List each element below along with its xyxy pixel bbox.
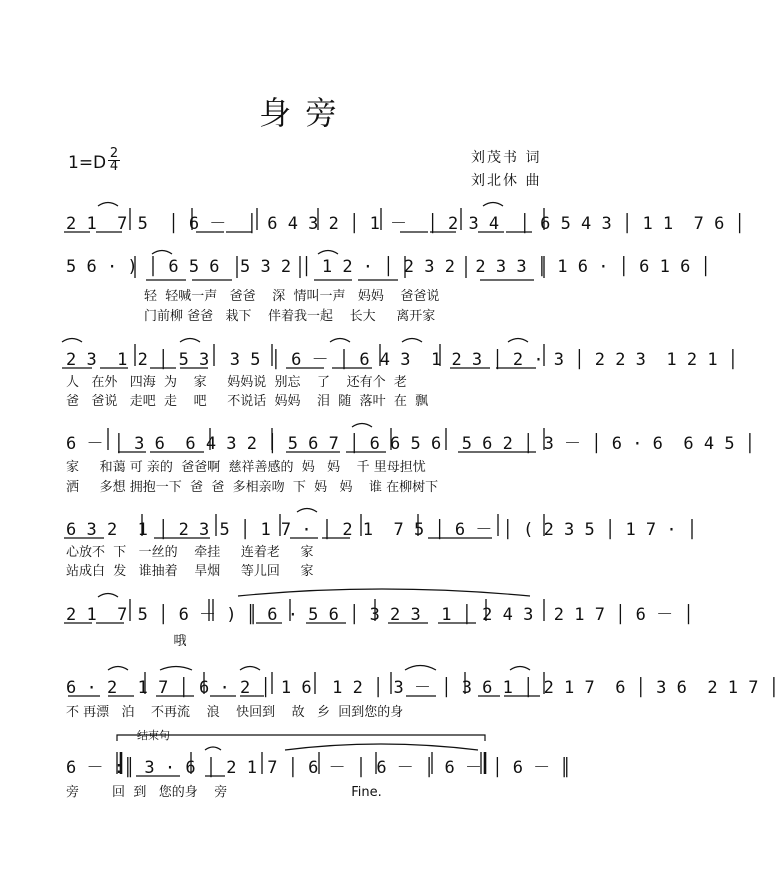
score-row-5: 6 3 2 1 │ 2 3 5 │ 1 7 · │ 2 1 7 5 │ 6 － │ ( 2 3 5 │ 1 7 · │	[66, 520, 698, 540]
song-title: 身旁	[258, 94, 351, 132]
composer-credit: 刘北休 曲	[471, 173, 542, 189]
score-row-3: 2 3 1 2 │ 5 3 3 5 │ 6 － │ 6 4 3 1 2 3 │ 2 · 3 │ 2 2 3 1 2 1 │	[66, 350, 739, 370]
lyric-row-2-verse-2: 门前柳 爸爸 栽下 伴着我一起 长大 离开家	[144, 309, 436, 324]
score-row-2: 5 6 · ) │ 6 5 6 5 3 2 │ 1 2 · │ 2 3 2 2 3 3 │ 1 6 · │ 6 1 6 │	[66, 257, 711, 277]
score-row-8: 6 － :║ 3 · 6 │ 2 1 7 │ 6 － │ 6 － │ 6 － │ 6 － ║	[66, 758, 571, 778]
lyric-row-5-verse-1: 心放不 下 一丝的 牵挂 连着老 家	[66, 545, 314, 560]
lyric-row-7: 不 再漂 泊 不再流 浪 快回到 故 乡 回到您的身	[66, 705, 404, 720]
score-row-6: 2 1 7 5 │ 6 － ) ║ 6 · 5 6 │ 3 2 3 1 │ 2 4 3 2 1 7 │ 6 － │	[66, 605, 694, 625]
lyric-row-5-verse-2: 站成白 发 谁抽着 旱烟 等儿回 家	[66, 564, 314, 579]
score-row-7: 6 · 2 1 7 │ 6 · 2 │ 1 6 1 2 │ 3 － │ 3 6 1 │ 2 1 7 6 │ 3 6 2 1 7 │	[66, 678, 779, 698]
lyricist-credit: 刘茂书 词	[471, 150, 542, 166]
key-signature: 1=D	[68, 153, 107, 173]
lyric-row-4-verse-1: 家 和蔼 可 亲的 爸爸啊 慈祥善感的 妈 妈 千 里母担忧	[66, 460, 426, 475]
lyric-row-2-verse-1: 轻 轻喊一声 爸爸 深 情叫一声 妈妈 爸爸说	[144, 289, 440, 304]
time-signature: $\frac{2}{4}$	[109, 146, 119, 174]
lyric-row-8: 旁 回 到 您的身 旁 Fine.	[66, 785, 382, 800]
ending-label: 结束句	[137, 729, 170, 742]
score-row-4: 6 － │ 3 6 6 4 3 2 │ 5 6 7 │ 6 6 5 6 5 6 2 │ 3 － │ 6 · 6 6 4 5 │	[66, 434, 756, 454]
lyric-row-3-verse-1: 人 在外 四海 为 家 妈妈说 别忘 了 还有个 老	[66, 375, 407, 390]
slur-arc	[98, 203, 118, 207]
lyric-row-3-verse-2: 爸 爸说 走吧 走 吧 不说话 妈妈 泪 随 落叶 在 飘	[66, 394, 429, 409]
score-row-1: 2 1 7 5 │ 6 － │ 6 4 3 2 │ 1 － │ 2 3 4 │ 6 5 4 3 │ 1 1 7 6 │	[66, 214, 745, 234]
lyric-row-6: 哦	[66, 634, 187, 649]
lyric-row-4-verse-2: 洒 多想 拥抱一下 爸 爸 多相亲吻 下 妈 妈 谁 在柳树下	[66, 480, 439, 495]
